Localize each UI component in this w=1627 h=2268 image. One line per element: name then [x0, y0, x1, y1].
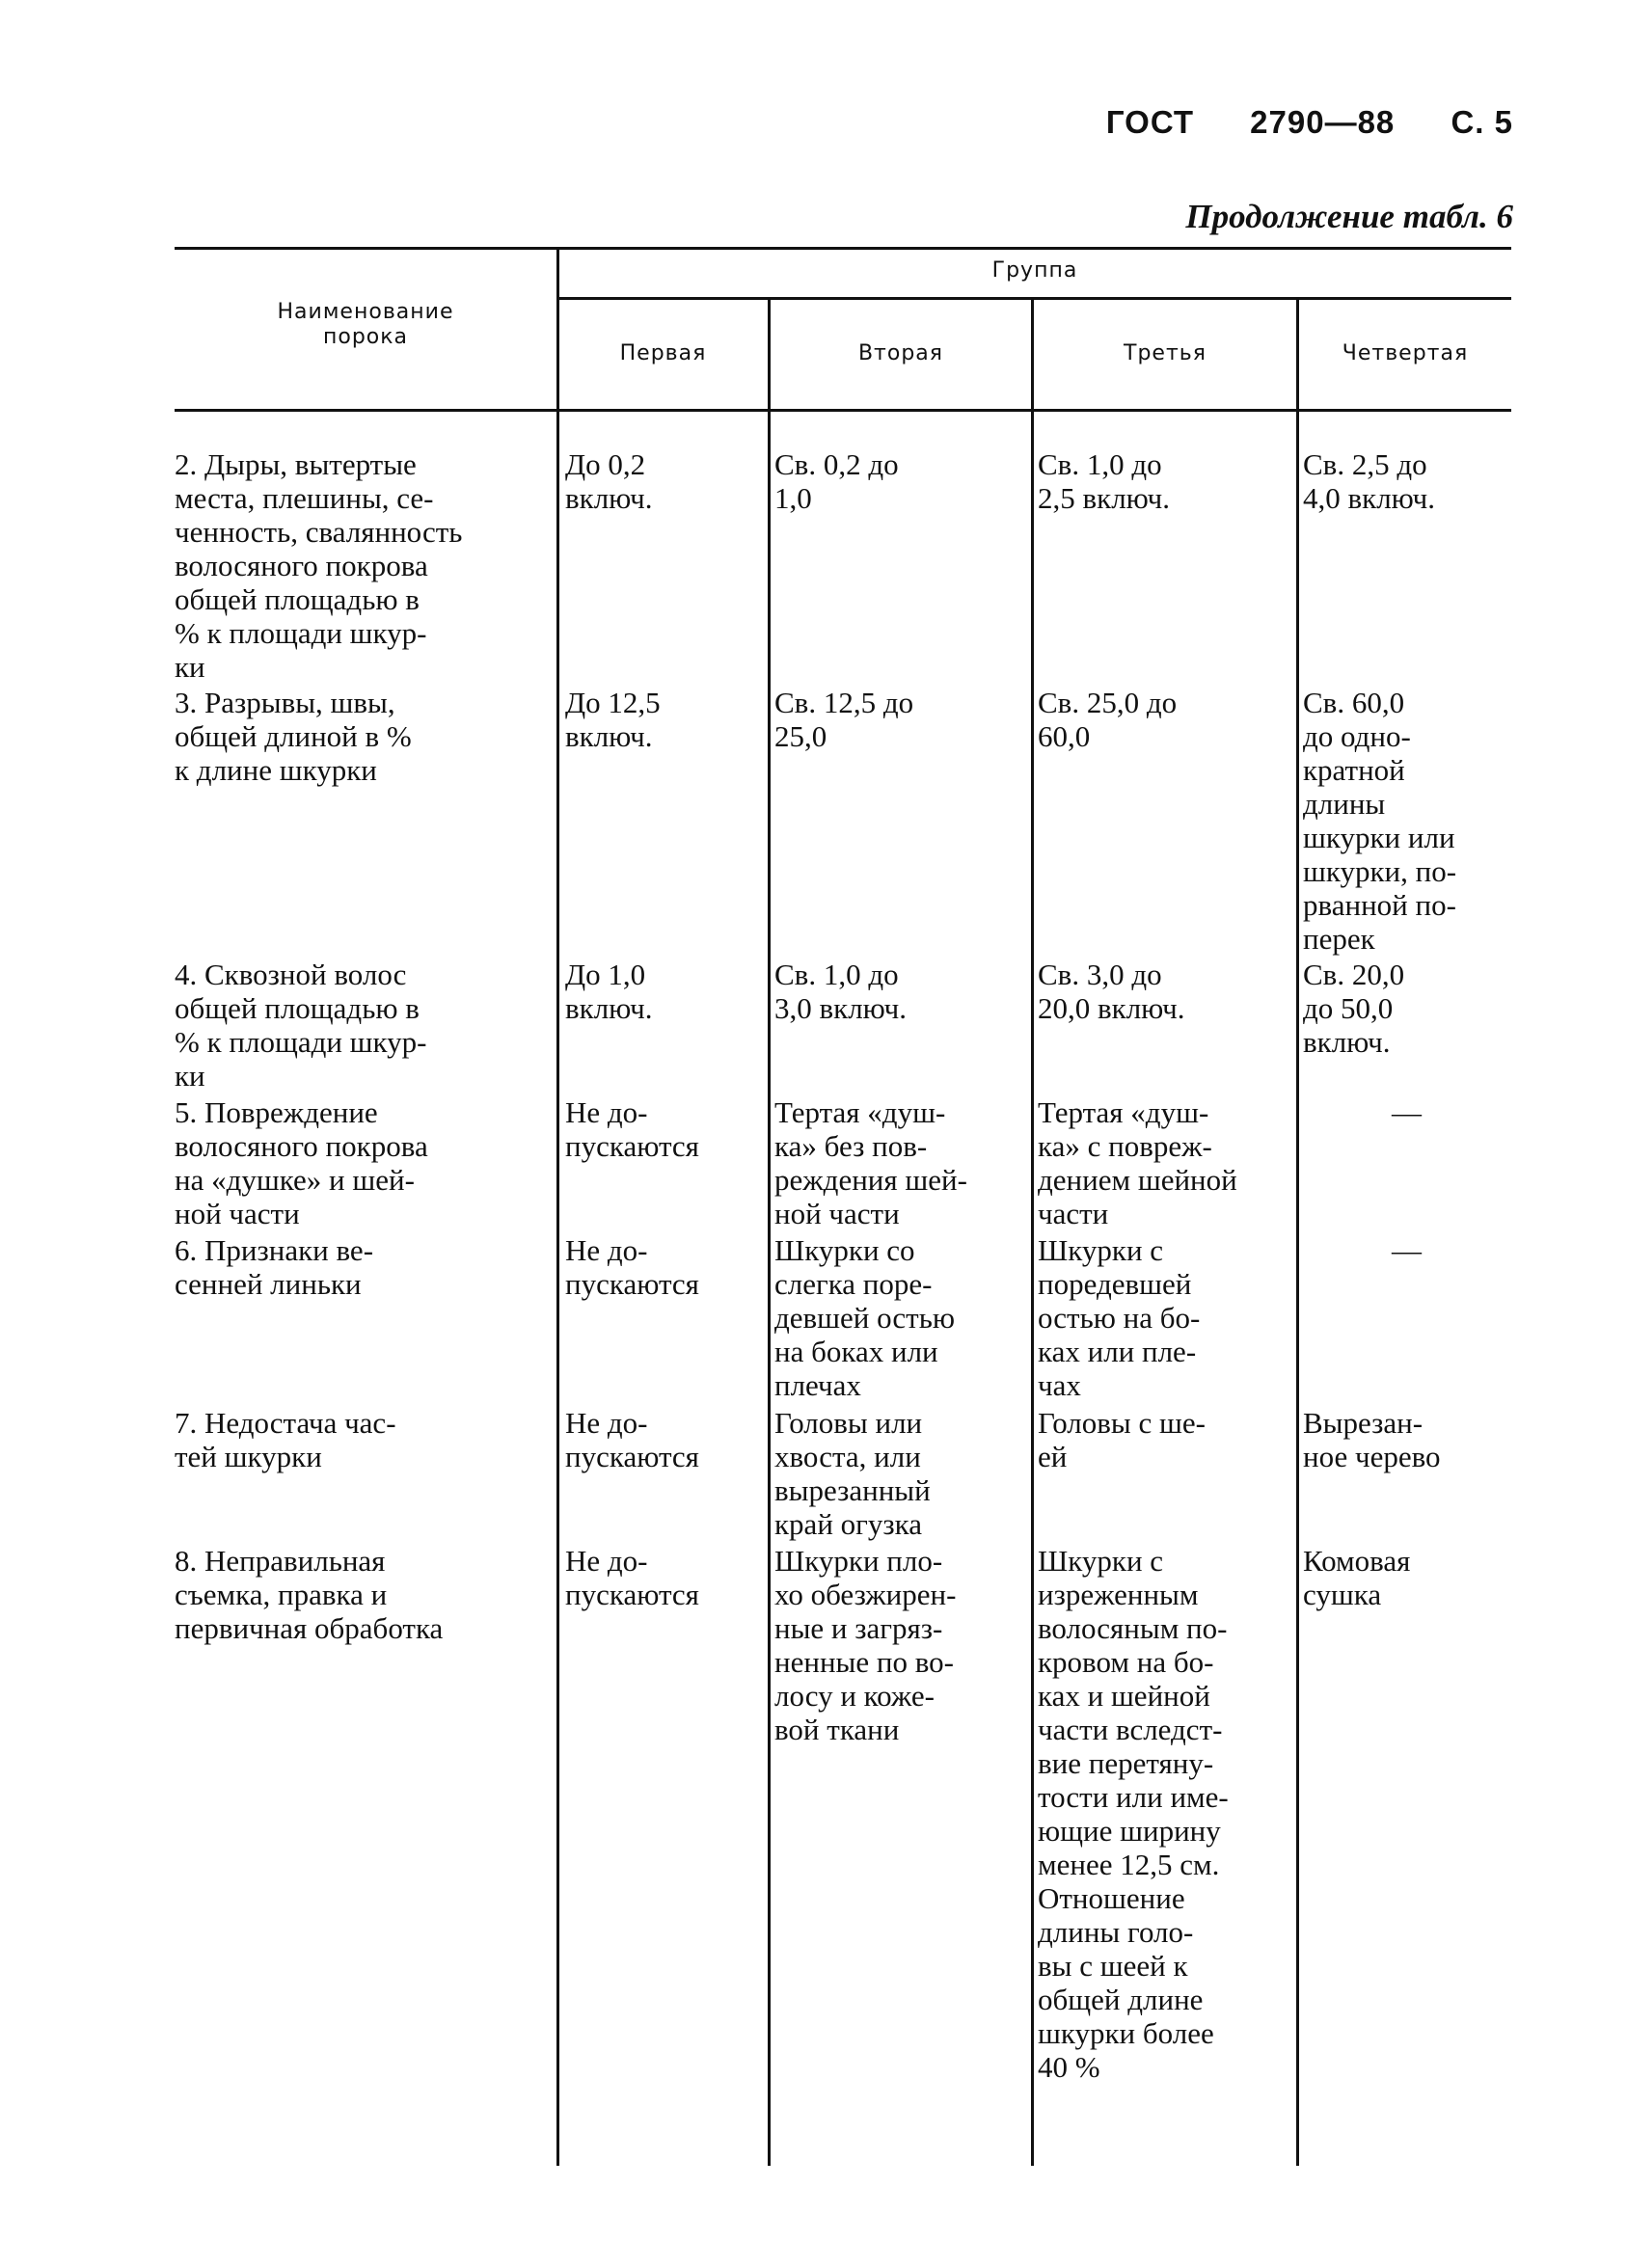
row-8-first: Не до- пускаются [565, 1544, 699, 1611]
row-6-third: Шкурки с поредевшей остью на бо- ках или пле- чах [1038, 1233, 1201, 1402]
row-7-third: Головы с ше- ей [1038, 1406, 1206, 1473]
row-7-second: Головы или хвоста, или вырезанный край огузка [774, 1406, 931, 1541]
row-8-defect: 8. Неправильная съемка, правка и первичная обработка [175, 1544, 444, 1645]
row-6-fourth: — [1392, 1233, 1422, 1267]
row-5-second: Тертая «душ- ка» без пов- реждения шей- ной части [774, 1095, 967, 1230]
row-3-third: Св. 25,0 до 60,0 [1038, 686, 1178, 753]
row-4-fourth: Св. 20,0 до 50,0 включ. [1303, 958, 1405, 1059]
row-4-third: Св. 3,0 до 20,0 включ. [1038, 958, 1185, 1025]
row-3-second: Св. 12,5 до 25,0 [774, 686, 914, 753]
row-7-defect: 7. Недостача час- тей шкурки [175, 1406, 396, 1473]
header-group: Группа [991, 258, 1078, 283]
row-5-first: Не до- пускаются [565, 1095, 699, 1163]
page-header [1060, 104, 1513, 141]
col-divider-3 [1031, 299, 1034, 2166]
header-group-second: Вторая [857, 341, 944, 365]
row-2-fourth: Св. 2,5 до 4,0 включ. [1303, 447, 1435, 515]
page-number: С. 5 [1451, 104, 1513, 140]
table-top-rule [175, 247, 1511, 250]
row-3-defect: 3. Разрывы, швы, общей длиной в % к длине шкурки [175, 686, 412, 787]
row-4-first: До 1,0 включ. [565, 958, 653, 1025]
defects-table [175, 247, 1511, 2166]
row-8-fourth: Комовая сушка [1303, 1544, 1411, 1611]
standard-number: 2790—88 [1250, 104, 1396, 140]
row-4-second: Св. 1,0 до 3,0 включ. [774, 958, 907, 1025]
row-5-third: Тертая «душ- ка» с повреж- дением шейной части [1038, 1095, 1237, 1230]
row-4-defect: 4. Сквозной волос общей площадью в % к площади шкур- ки [175, 958, 427, 1093]
row-8-second: Шкурки пло- хо обезжирен- ные и загряз- ненные по во- лосу и коже- вой ткани [774, 1544, 957, 1746]
row-5-fourth: — [1392, 1095, 1422, 1129]
col-divider-2 [768, 299, 771, 2166]
row-2-first: До 0,2 включ. [565, 447, 653, 515]
row-7-fourth: Вырезан- ное черево [1303, 1406, 1441, 1473]
row-5-defect: 5. Повреждение волосяного покрова на «душке» и шей- ной части [175, 1095, 428, 1230]
row-6-second: Шкурки со слегка поре- девшей остью на боках или плечах [774, 1233, 956, 1402]
row-3-first: До 12,5 включ. [565, 686, 661, 753]
header-bottom-rule [175, 409, 1511, 412]
header-group-fourth: Четвертая [1342, 341, 1469, 365]
row-7-first: Не до- пускаются [565, 1406, 699, 1473]
row-3-fourth: Св. 60,0 до одно- кратной длины шкурки или шкурки, по- рванной по- перек [1303, 686, 1457, 956]
col-divider-4 [1296, 299, 1299, 2166]
row-2-defect: 2. Дыры, вытертые места, плешины, се- ченность, свалянность волосяного покрова общей площадью в % к площади шкур- ки [175, 447, 463, 684]
row-8-third: Шкурки с изреженным волосяным по- кровом на бо- ках и шейной части вследст- вие перетяну- тости или име- ющие ширину менее 12,5 см. Отношение длины голо- вы с шеей к общей длине шкурки более 40 % [1038, 1544, 1229, 2084]
row-2-third: Св. 1,0 до 2,5 включ. [1038, 447, 1170, 515]
row-2-second: Св. 0,2 до 1,0 [774, 447, 899, 515]
header-defect-name: Наименование порока [277, 300, 454, 349]
group-header-rule [558, 297, 1511, 300]
header-group-first: Первая [619, 341, 707, 365]
row-6-first: Не до- пускаются [565, 1233, 699, 1301]
col-divider-1 [556, 247, 559, 2166]
table-caption: Продолжение табл. 6 [1185, 198, 1513, 235]
standard-label: ГОСТ [1105, 104, 1194, 140]
row-6-defect: 6. Признаки ве- сенней линьки [175, 1233, 374, 1301]
header-group-third: Третья [1124, 341, 1207, 365]
